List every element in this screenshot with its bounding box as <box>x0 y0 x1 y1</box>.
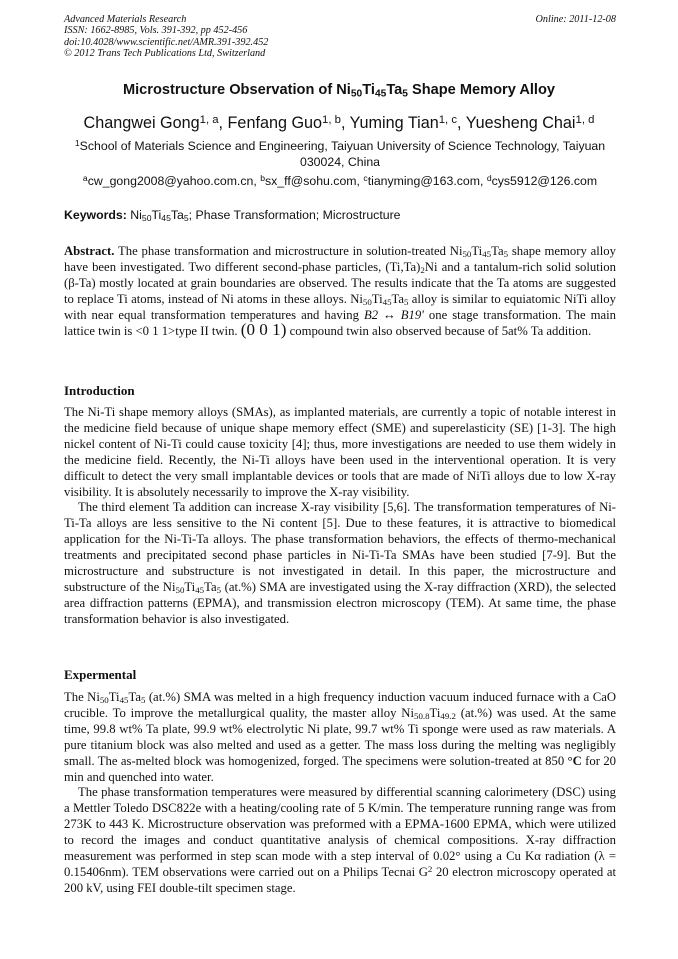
affiliation: $^1$School of Materials Science and Engineering, Taiyuan University of Science Technology, Taiyuan 030024, China <box>74 138 606 169</box>
abstract-label: Abstract. <box>64 244 115 258</box>
author-name: Yuesheng Chai <box>465 114 576 132</box>
email-list: $^a$cw_gong2008@yahoo.com.cn, $^b$sx_ff@sohu.com, $^c$tianyming@163.com, $^d$cys5912@126.com <box>82 173 598 188</box>
email-address[interactable]: cys5912@126.com <box>491 174 598 188</box>
author-name: Changwei Gong <box>83 114 200 132</box>
introduction-body <box>64 405 616 628</box>
section-heading-introduction: Introduction <box>64 383 135 398</box>
issn-line: ISSN: 1662-8985, Vols. 391-392, pp 452-456 <box>64 25 248 37</box>
plane-index: (0 0 1) <box>240 319 287 339</box>
author-list: Changwei Gong$^{1, a}$, Fenfang Guo$^{1, b}$, Yuming Tian$^{1, c}$, Yuesheng Chai$^{1, d}$ <box>83 113 595 132</box>
paper-title: Microstructure Observation of $Ni_{50}Ti_{45}Ta_5$ Shape Memory Alloy <box>122 82 556 100</box>
journal-name: Advanced Materials Research <box>64 14 187 25</box>
email-address[interactable]: tianyming@163.com <box>367 174 480 188</box>
author-name: Fenfang Guo <box>227 114 323 132</box>
author-name: Yuming Tian <box>349 114 439 132</box>
paragraph: The third element Ta addition can increase X-ray visibility [5,6]. The transformation temperatures of Ni-Ti-Ta alloys are less sensitive to the Ni content [5]. Due to these features, it is attractive to biomedical application for the Ni-Ti-Ta alloys. The phase transformation behaviors, the effects of thermo-mechanical treatments and precipitated second phase particles in Ni-Ti-Ta SMAs have been studied [7-9]. But the microstructure and substructure is not investigated in detail. In this paper, the microstructure and substructure of the $Ni_{50}Ti_{45}Ta_5$ (at.%) SMA are investigated using the X-ray diffraction (XRD), the selected area diffraction patterns (EPMA), and transmission electron microscopy (TEM). At same time, the phase transformation behavior is also investigated. <box>64 500 616 626</box>
copyright-line: © 2012 Trans Tech Publications Ltd, Switzerland <box>64 48 266 60</box>
section-heading-experimental: Expermental <box>64 667 137 682</box>
keywords: Keywords: $Ni_{50}Ti_{45}Ta_5$; Phase Transformation; Microstructure <box>64 208 401 224</box>
journal-header <box>64 14 616 60</box>
online-date: Online: 2011-12-08 <box>535 14 616 25</box>
email-address[interactable]: cw_gong2008@yahoo.com.cn <box>87 174 254 188</box>
paragraph: The phase transformation temperatures were measured by differential scanning calorimetery (DSC) using a Mettler Toledo DSC822e with a heating/cooling rate of 5 K/min. The temperature running range was from 273K to 443 K. Microstructure observation was preformed with a EPMA-1600 EPMA, which were utilized to record the images and conduct quantitative analysis of chemical compositions. X-ray diffraction measurement was performed in step scan mode with a step interval of 0.02° using a Cu Kα radiation (λ = 0.15406nm). TEM observations were carried out on a Philips Tecnai $G^2$ 20 electron microscopy operated at 200 kV, using FEI double-tilt specimen stage. <box>64 785 616 895</box>
experimental-body <box>64 690 616 897</box>
transformation-formula: B2 ↔ B19' <box>363 307 424 322</box>
keywords-label: Keywords: <box>64 208 127 222</box>
paragraph: The Ni-Ti shape memory alloys (SMAs), as implanted materials, are currently a topic of notable interest in the medicine field because of unique shape memory effect (SME) and superelasticity (SE) [1-3]. The high nickel content of Ni-Ti could cause toxicity [4]; thus, more investigations are needed to use them widely in the medicine field. Recently, the Ni-Ti alloys have been used in the interventional operation. It is very difficult to detect the very small implantable devices or tools that are made of NiTi alloys due to low X-ray visibility. It is absolutely necessarily to improve the X-ray visibility. <box>64 405 616 499</box>
doi-line: doi:10.4028/www.scientific.net/AMR.391-392.452 <box>64 36 269 48</box>
abstract: Abstract. The phase transformation and microstructure in solution-treated $Ni_{50}Ti_{45}Ta_5$ shape memory alloy have been investigated. Two different second-phase particles, $(Ti,Ta)_2Ni$ and a tantalum-rich solid solution (β-Ta) mostly located at grain boundaries are observed. The results indicate that the Ta atoms are suggested to replace Ti atoms, instead of Ni atoms in these alloys. $Ni_{50}Ti_{45}Ta_5$ alloy is similar to equiatomic NiTi alloy with near equal transformation temperatures and having B2 ↔ B19' one stage transformation. The main lattice twin is <0 1 1>type II twin. (0 0 1) compound twin also observed because of 5at% Ta addition. <box>64 244 616 339</box>
paragraph: The $Ni_{50}Ti_{45}Ta_5$ (at.%) SMA was melted in a high frequency induction vacuum induced furnace with a CaO crucible. To improve the metallurgical quality, the master alloy $Ni_{50.8}Ti_{49.2}$ (at.%) was used. At the same time, 99.8 wt% Ta plate, 99.9 wt% electrolytic Ni plate, 99.7 wt% Ti sponge were used as raw materials. A pure titanium block was also melted and used as a getter. The mass loss during the melting was negligibly small. The as-melted block was homogenized, forged. The specimens were solution-treated at 850 °C for 20 min and quenched into water. <box>64 690 617 784</box>
email-address[interactable]: sx_ff@sohu.com <box>264 174 357 188</box>
